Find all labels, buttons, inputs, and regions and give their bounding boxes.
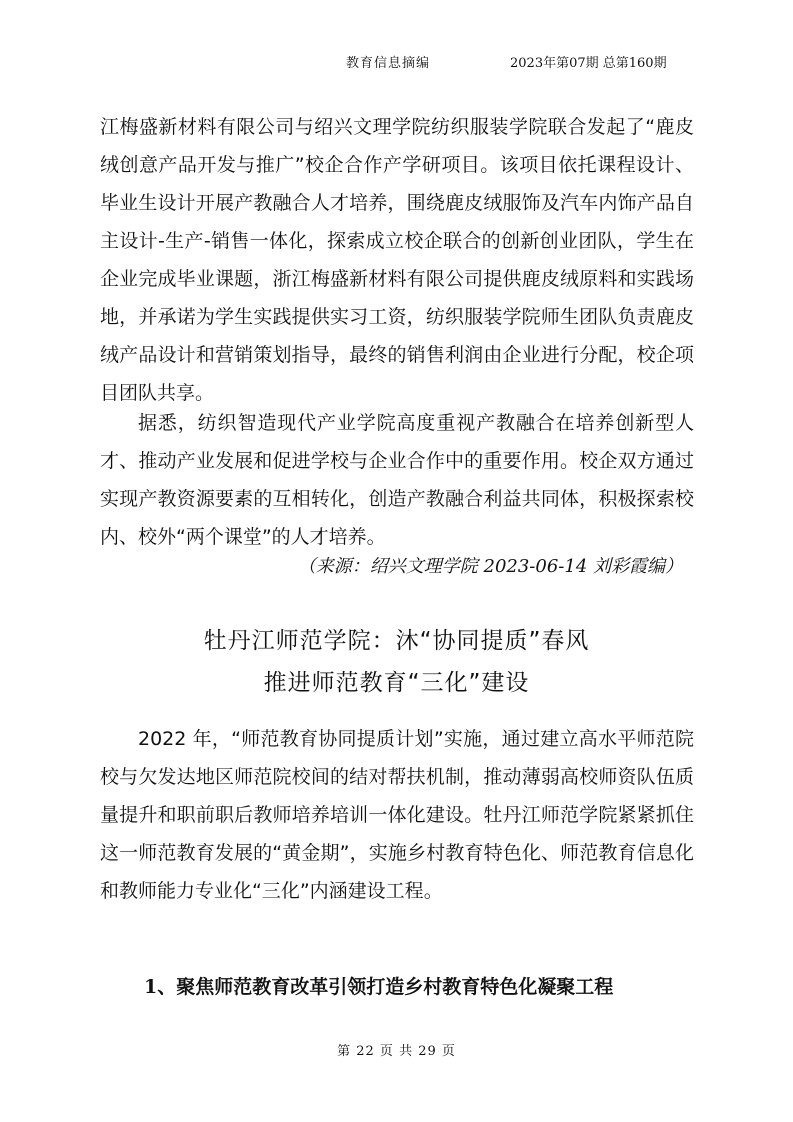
issue-number: 2023年第07期 总第160期	[510, 56, 667, 71]
paragraph-continued: 江梅盛新材料有限公司与绍兴文理学院纺织服装学院联合发起了“鹿皮绒创意产品开发与推广”校企合作产学研项目。该项目依托课程设计、毕业生设计开展产教融合人才培养，围绕鹿皮绒服饰及汽车内饰产品自主设计-生产-销售一体化，探索成立校企联合的创新创业团队，学生在企业完成毕业课题，浙江梅盛新材料有限公司提供鹿皮绒原料和实践场地，并承诺为学生实践提供实习工资，纺织服装学院师生团队负责鹿皮绒产品设计和营销策划指导，最终的销售利润由企业进行分配，校企项目团队共享。	[100, 116, 694, 404]
section-heading: 1、聚焦师范教育改革引领打造乡村教育特色化凝聚工程	[144, 976, 614, 998]
page-header	[0, 52, 793, 72]
article-title-line2: 推进师范教育“三化”建设	[263, 670, 530, 696]
article-title-line1: 牡丹江师范学院：沐“协同提质”春风	[203, 628, 590, 654]
article-title	[0, 620, 793, 704]
paragraph-summary: 据悉，纺织智造现代产业学院高度重视产教融合在培养创新型人才、推动产业发展和促进学校与企业合作中的重要作用。校企双方通过实现产教资源要素的互相转化，创造产教融合利益共同体，积极探索校内、校外“两个课堂”的人才培养。	[100, 412, 694, 548]
page-number: 第 22 页 共 29 页	[337, 1044, 456, 1059]
publication-name: 教育信息摘编	[346, 56, 431, 71]
article-intro: 2022 年，“师范教育协同提质计划”实施，通过建立高水平师范院校与欠发达地区师范院校间的结对帮扶机制，推动薄弱高校师资队伍质量提升和职前职后教师培养培训一体化建设。牡丹江师范学院紧紧抓住这一师范教育发展的“黄金期”，实施乡村教育特色化、师范教育信息化和教师能力专业化“三化”内涵建设工程。	[100, 728, 694, 902]
source-citation: （来源：绍兴文理学院 2023-06-14 刘彩霞编）	[297, 556, 683, 577]
